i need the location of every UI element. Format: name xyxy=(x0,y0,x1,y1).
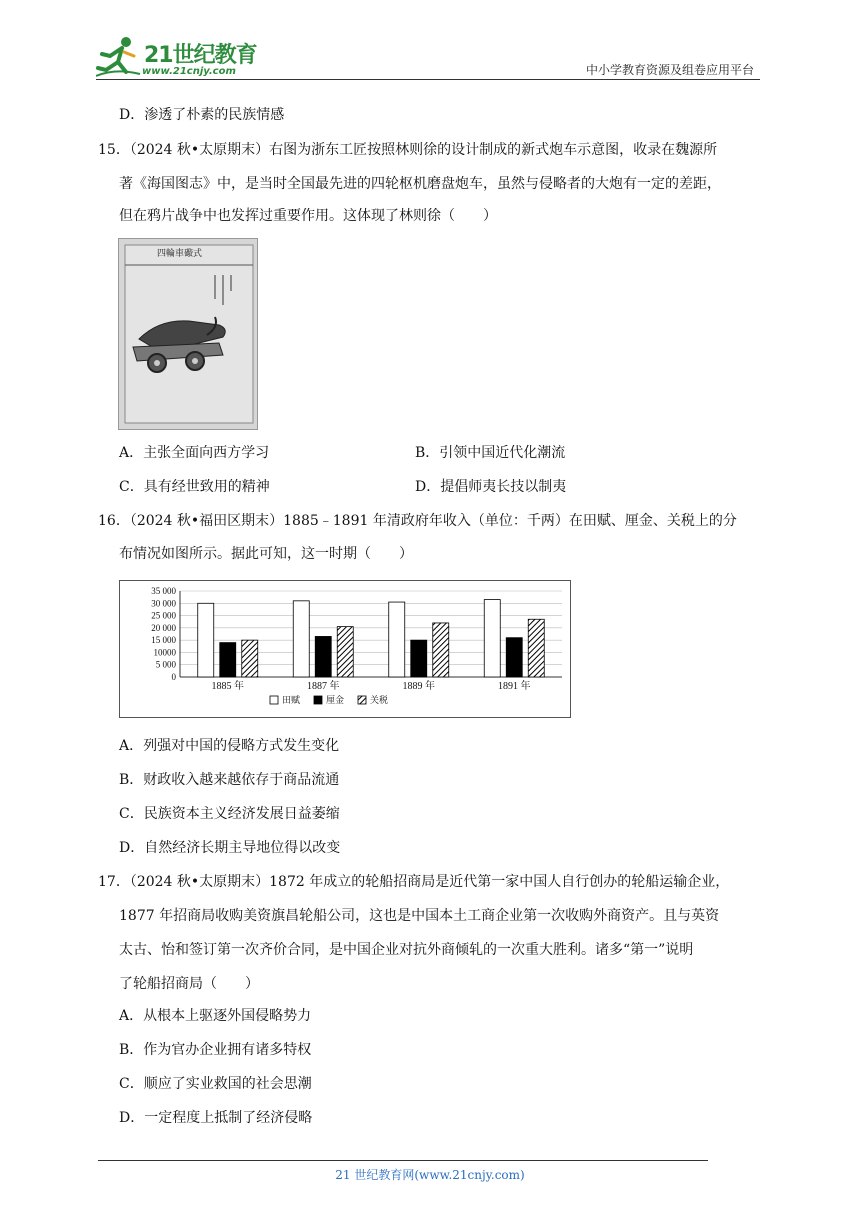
y-tick-label: 35 000 xyxy=(151,586,176,596)
page-header xyxy=(96,30,760,80)
q15-stem-line-3: 但在鸦片战争中也发挥过重要作用。这体现了林则徐（ ） xyxy=(119,208,497,224)
x-tick-label: 1889 年 xyxy=(402,681,435,692)
bar-田赋-0 xyxy=(198,603,214,677)
q15-option-b: B．引领中国近代化潮流 xyxy=(415,445,566,461)
bar-关税-0 xyxy=(242,640,258,677)
q17-option-d: D．一定程度上抵制了经济侵略 xyxy=(119,1110,313,1126)
header-divider xyxy=(96,79,760,80)
q15-option-d: D．提倡师夷长技以制夷 xyxy=(415,479,567,495)
bar-关税-3 xyxy=(528,619,544,677)
q17-stem-line-2: 1877 年招商局收购美资旗昌轮船公司，这也是中国本土工商企业第一次收购外商资产。且与英资 xyxy=(119,908,720,924)
q17-option-c: C．顺应了实业救国的社会思潮 xyxy=(119,1076,312,1092)
bar-厘金-2 xyxy=(411,640,427,677)
q14-option-d: D．渗透了朴素的民族情感 xyxy=(119,107,285,123)
y-tick-label: 5 000 xyxy=(155,659,176,670)
q16-option-a: A．列强对中国的侵略方式发生变化 xyxy=(119,738,340,754)
bar-关税-1 xyxy=(337,627,353,677)
q15-stem-line-2: 著《海国图志》中，是当时全国最先进的四轮枢机磨盘炮车，虽然与侵略者的大炮有一定的差距， xyxy=(119,176,721,192)
q15-option-a: A．主张全面向西方学习 xyxy=(119,445,270,461)
y-tick-label: 30 000 xyxy=(151,598,176,609)
y-tick-label: 25 000 xyxy=(151,610,176,621)
y-tick-label: 20 000 xyxy=(151,622,176,633)
q17-stem-line-3: 太古、怡和签订第一次齐价合同，是中国企业对抗外商倾轧的一次重大胜利。诸多“第一”说明 xyxy=(119,942,694,958)
bar-关税-2 xyxy=(433,623,449,677)
q17-stem-line-4: 了轮船招商局（ ） xyxy=(119,976,259,992)
cannon-carriage-drawing xyxy=(119,239,257,429)
x-tick-label: 1885 年 xyxy=(211,681,244,692)
legend-label: 田赋 xyxy=(282,695,301,705)
revenue-chart xyxy=(119,580,571,718)
legend-label: 厘金 xyxy=(326,695,345,705)
bar-厘金-1 xyxy=(315,636,331,677)
revenue-chart-svg xyxy=(120,581,570,717)
q15-option-c: C．具有经世致用的精神 xyxy=(119,479,270,495)
y-tick-label: 0 xyxy=(171,672,176,682)
legend-swatch xyxy=(270,696,278,704)
q15-stem-line-1: 15．（2024 秋•太原期末）右图为浙东工匠按照林则徐的设计制成的新式炮车示意图，收录在魏源所 xyxy=(98,142,718,158)
q17-stem-line-1: 17．（2024 秋•太原期末）1872 年成立的轮船招商局是近代第一家中国人自行创办的轮船运输企业， xyxy=(98,874,730,890)
logo-text: 21世纪教育 xyxy=(144,43,257,68)
q16-option-b: B．财政收入越来越依存于商品流通 xyxy=(119,772,340,788)
x-tick-label: 1891 年 xyxy=(498,681,531,692)
site-logo[interactable] xyxy=(96,34,266,78)
footer-divider xyxy=(98,1160,708,1161)
legend-label: 关税 xyxy=(370,695,389,705)
bar-厘金-0 xyxy=(220,643,236,677)
q16-option-d: D．自然经济长期主导地位得以改变 xyxy=(119,840,341,856)
footer-link[interactable]: 21 世纪教育网(www.21cnjy.com) xyxy=(335,1168,525,1182)
bar-厘金-3 xyxy=(506,638,522,677)
q17-option-b: B．作为官办企业拥有诸多特权 xyxy=(119,1042,312,1058)
logo-url: www.21cnjy.com xyxy=(142,66,236,77)
y-tick-label: 15 000 xyxy=(151,635,176,646)
legend-swatch xyxy=(358,696,366,704)
runner-icon xyxy=(96,34,142,78)
q17-option-a: A．从根本上驱逐外国侵略势力 xyxy=(119,1008,312,1024)
bar-田赋-2 xyxy=(389,602,405,677)
platform-title: 中小学教育资源及组卷应用平台 xyxy=(585,63,754,77)
q16-stem-line-2: 布情况如图所示。据此可知，这一时期（ ） xyxy=(119,546,413,562)
q16-stem-line-1: 16．（2024 秋•福田区期末）1885﹣1891 年清政府年收入（单位：千两）在田赋、厘金、关税上的分 xyxy=(98,513,737,529)
bar-田赋-3 xyxy=(484,600,500,677)
legend-swatch xyxy=(314,696,322,704)
q16-option-c: C．民族资本主义经济发展日益萎缩 xyxy=(119,806,340,822)
x-tick-label: 1887 年 xyxy=(307,681,340,692)
cannon-figure-caption: 四輪車礮式 xyxy=(157,249,203,259)
bar-田赋-1 xyxy=(293,601,309,677)
cannon-carriage-figure xyxy=(118,238,258,430)
y-tick-label: 10000 xyxy=(153,647,176,658)
